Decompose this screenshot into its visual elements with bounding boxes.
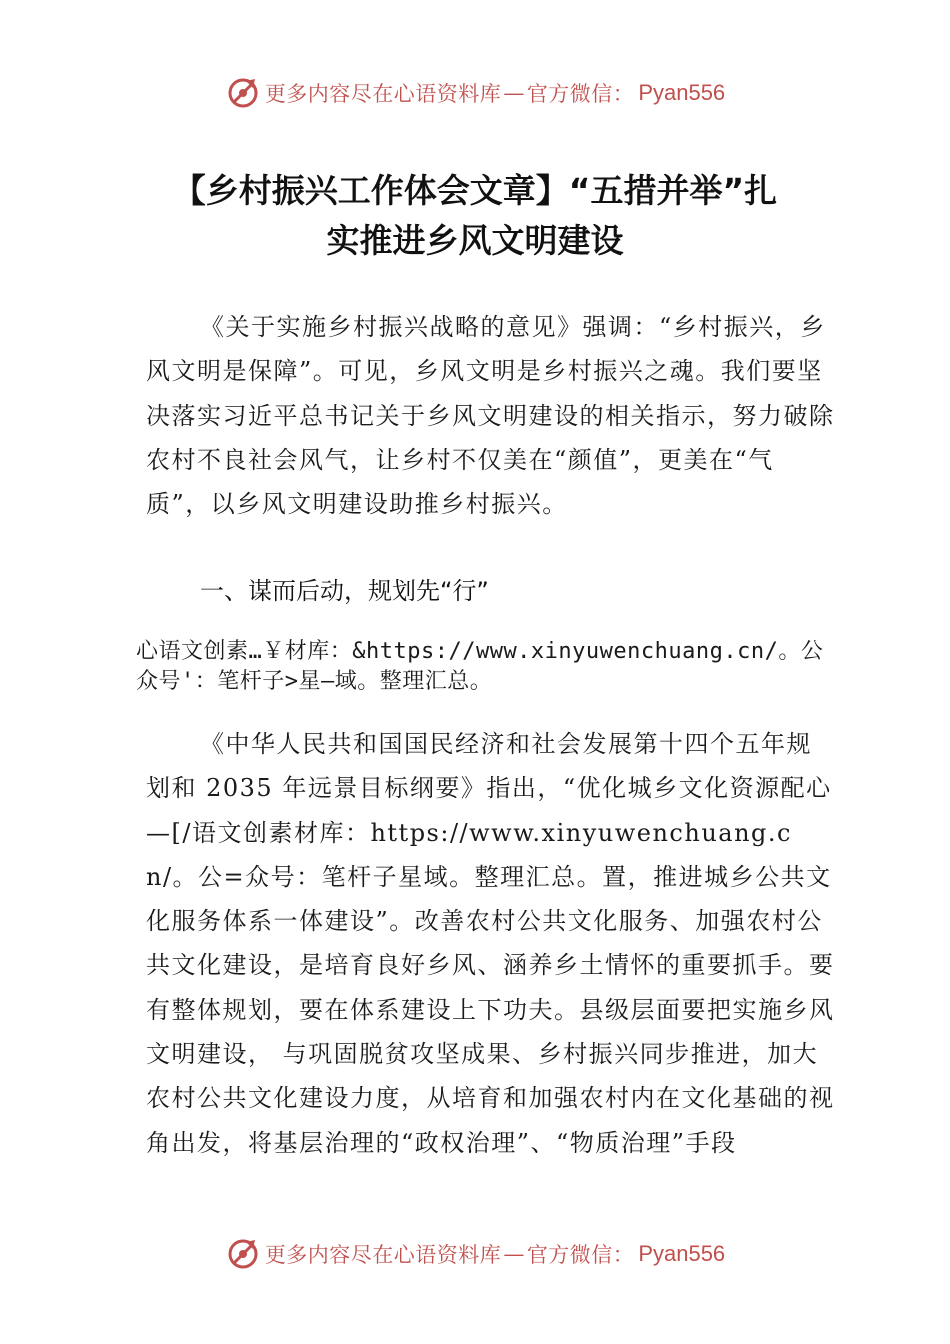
- footer-banner: [0, 1234, 950, 1274]
- banner-wechat-label: 官方微信：: [526, 82, 635, 106]
- title-line-2: 实推进乡风文明建设: [326, 221, 624, 260]
- banner-text: 更多内容尽在心语资料库: [264, 1243, 502, 1267]
- banner-separator: —: [503, 81, 525, 105]
- intro-text: 《关于实施乡村振兴战略的意见》强调：“乡村振兴，乡风文明是保障”。可见，乡风文明是乡村振兴之魂。我们要坚决落实习近平总书记关于乡风文明建设的相关指示，努力破除农村不良社会风气，让乡村不仅美在“颜值”，更美在“气质”，以乡风文明建设助推乡村振兴。: [146, 313, 835, 519]
- header-banner: [0, 73, 950, 113]
- document-title: [60, 166, 890, 266]
- banner-wechat-label: 官方微信：: [526, 1243, 635, 1267]
- banner-wechat-id: Pyan556: [638, 80, 726, 105]
- section-1-paragraph: [146, 722, 836, 1165]
- brand-logo-icon: [225, 75, 261, 111]
- intro-paragraph: [146, 305, 836, 526]
- banner-text: 更多内容尽在心语资料库: [264, 82, 502, 106]
- section-1-heading: 一、谋而后动，规划先“行”: [200, 577, 489, 605]
- title-line-1: 【乡村振兴工作体会文章】“五措并举”扎: [172, 171, 778, 210]
- brand-logo-icon: [225, 1236, 261, 1272]
- banner-wechat-id: Pyan556: [638, 1241, 726, 1266]
- section-1-text: 《中华人民共和国国民经济和社会发展第十四个五年规划和 2035 年远景目标纲要》指出，“优化城乡文化资源配心—[/语文创素材库：https://www.xinyuwenchuang.cn/。公=众号：笔杆子星域。整理汇总。置，推进城乡公共文化服务体系一体建设”。改善农村公共文化服务、加强农村公共文化建设，是培育良好乡风、涵养乡土情怀的重要抓手。要有整体规划，要在体系建设上下功夫。县级层面要把实施乡风文明建设， 与巩固脱贫攻坚成果、乡村振兴同步推进，加大农村公共文化建设力度，从培育和加强农村内在文化基础的视角出发，将基层治理的“政权治理”、“物质治理”手段: [146, 730, 835, 1157]
- source-note: 心语文创素…￥材库：&https://www.xinyuwenchuang.cn/。公众号'：笔杆子>星—域。整理汇总。: [136, 639, 824, 694]
- banner-separator: —: [503, 1242, 525, 1266]
